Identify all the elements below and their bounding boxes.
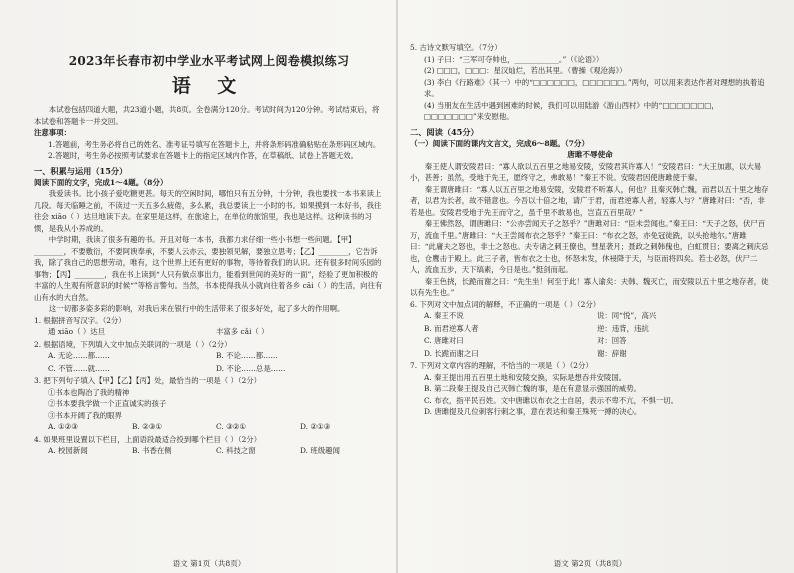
q6-option xyxy=(410,310,770,323)
page-2-footer: 语文 第2页（共8页） xyxy=(553,559,627,568)
q6-option-word: B. 而君逆寡人者 xyxy=(424,323,479,333)
article-title: 唐雎不辱使命 xyxy=(567,150,613,159)
question-1-blanks xyxy=(34,326,384,339)
passage-paragraph: 我爱读书。比小孩子爱吃糖更甚。每天的空闲时间，哪怕只有五分钟，十分钟，我也要找一本书来读上几段。每天临睡之前，不读过一天五多么疲倦，多么累，我总要读上一小时的书。如果摸到一本好书，我往往会 xiāo（ ）达旦地读下去。在家里是这样，在旅途上，在单位的旅馆里，我也是这样。这种读书的习惯，是我从小养成的。 xyxy=(34,189,382,233)
question-6: 6. 下列对文中加点词的解释，不正确的一项是（ ）（2分） xyxy=(410,299,601,309)
question-4-options xyxy=(34,445,384,458)
q7-option-d: D. 唐雎提及几位刺客行刺之事，意在表达和秦王殊死一搏的决心。 xyxy=(424,407,642,416)
passage-paragraph: 中学时期，我读了很多有趣的书。开且对每一本书，我都力求仔细一些小书想一些问题。【甲】________，不要敷衍，不要阿谀奉承，不要人云亦云，要独领见解，要独立思考；【乙】________，它告诉我，除了我自己的思想劳动，唯有，这个世界上还有更好的事物，等待着我们的认识。还有很多时间乐园的事物；【丙】________，我在书上读到“人只有做点事出力，能看到世间的美好的一面”，经验了更加积极的丰富的人生观有所意识的时候“”等格言警句。当然，书本使得我从小就向往着各乡 cāi（ ）的生活，向往有山有水的大自然。 xyxy=(34,235,383,302)
sentence-2: ②书本要我学做一个正直诚实的孩子 xyxy=(48,399,167,408)
section-2-heading: 二、阅读（45分） xyxy=(410,126,479,137)
article-paragraph: 秦王谓唐雎曰：“寡人以五百里之地易安陵，安陵君不听寡人，何也？且秦灭韩亡魏，而君以五十里之地存者，以君为长者，故不错意也。今吾以十倍之地，请广于君，而君逆寡人者，轻寡人与？”唐雎对曰：“否，非若是也。安陵君受地于先王而守之，虽千里不敢易也，岂直五百里哉？” xyxy=(410,184,769,217)
q6-option-gloss: 说：同“悦”，高兴 xyxy=(597,311,657,320)
option-c: C. 科技之窗 xyxy=(216,446,256,455)
reading-instruction: 阅读下面的文字，完成1～4题。（8分） xyxy=(34,177,168,187)
option-b: B. ②③① xyxy=(132,422,163,431)
question-3: 3. 把下列句子填入【甲】【乙】【丙】处，最恰当的一项是（ ）（2分） xyxy=(34,376,262,385)
q6-option-word: D. 长跪而谢之曰 xyxy=(424,348,479,358)
q6-option-gloss: 谢：辞谢 xyxy=(597,348,627,358)
q7-option-c: C. 布衣，指平民百姓。文中唐雎以布衣之士自居，表示不卑不亢，不惧一切。 xyxy=(424,395,678,405)
question-3-options xyxy=(34,421,384,434)
option-b: B. 书香在侧 xyxy=(132,446,172,455)
article-paragraph: 秦王色挠，长跪而谢之曰：“先生坐！何至于此！寡人谕矣：夫韩、魏灭亡，而安陵以五十里之地存者，徒以有先生也。” xyxy=(410,276,769,297)
q6-option xyxy=(410,335,770,348)
option-a: A. ①②③ xyxy=(48,422,78,431)
q5-item-3: (3) 李白《行路难》（其一）中的“□□□□□□，□□□□□□。”两句，可以用来表达作者对理想的执着追求。 xyxy=(424,77,765,98)
question-1: 1. 根据拼音写汉字。（2分） xyxy=(34,315,126,325)
page-1 xyxy=(34,0,384,573)
passage-paragraph: 这一切都多姿多彩的影响，对我后来在银行中的生活带来了很多好处，起了多大的作用啊。 xyxy=(48,304,345,313)
blank-b: 丰富多 cǎi（ ） xyxy=(216,327,269,336)
q5-item-2: (2) □□□，□□□：星汉灿烂，若出其里。（曹操《观沧海》） xyxy=(424,66,627,75)
option-c: C. 不管……就…… xyxy=(48,363,110,373)
blank-a: 通 xiāo（ ）达旦 xyxy=(48,327,106,336)
question-7: 7. 下列对文章内容的理解，不恰当的一项是（ ）（2分） xyxy=(410,361,593,370)
sentence-3: ③书本开阔了我的眼界 xyxy=(48,410,122,420)
question-2-options xyxy=(34,363,384,376)
subject-title: 语 文 xyxy=(171,75,247,97)
q6-option-word: A. 秦王不说 xyxy=(424,311,464,320)
page-fold xyxy=(396,0,398,573)
q7-option-b: B. 第二段秦王提及自己灭韩亡魏的事，是在有意显示强国的威势。 xyxy=(424,384,642,393)
question-4: 4. 如果班里设置以下栏目，上面语段最适合投到哪个栏目（ ）（2分） xyxy=(34,434,262,444)
notice-title: 注意事项： xyxy=(34,128,71,137)
exam-title: 2023年长春市初中学业水平考试网上阅卷模拟练习 xyxy=(68,54,350,68)
q6-option-word: C. 唐雎对曰 xyxy=(424,336,464,345)
article-paragraph: 秦王使人谓安陵君曰：“寡人欲以五百里之地易安陵，安陵君其许寡人！”安陵君曰：“大王加惠，以大易小，甚善；虽然，受地于先王，愿终守之，弗敢易！”秦王不说。安陵君因使唐雎使于秦。 xyxy=(410,161,762,182)
article-paragraph: 秦王怫然怒，谓唐雎曰：“公亦尝闻天子之怒乎？”唐雎对曰：“臣未尝闻也。”秦王曰：“天子之怒，伏尸百万，流血千里。”唐雎曰：“大王尝闻布衣之怒乎？”秦王曰：“布衣之怒，亦免冠徒跣，以头抢地尔。”唐雎曰：“此庸夫之怒也，非士之怒也。夫专诸之刺王僚也，彗星袭月；聂政之刺韩傀也，白虹贯日；要离之刺庆忌也，仓鹰击于殿上。此三子者，皆布衣之士也，怀怒未发，休祲降于天，与臣而将四矣。若士必怒，伏尸二人，流血五步，天下缟素，今日是也。”挺剑而起。 xyxy=(410,219,769,274)
q5-item-4: (4) 当朋友在生活中遇到困难的时候，我们可以用陆游《游山西村》中的“□□□□□□□，□□□□□□□”来安慰他。 xyxy=(424,100,719,121)
option-a: A. 校园新闻 xyxy=(48,446,88,455)
q6-option-gloss: 逆：违背，违抗 xyxy=(597,323,649,333)
option-d: D. ②①③ xyxy=(300,422,331,431)
option-c: C. ③②① xyxy=(216,422,246,431)
section-1-heading: 一、积累与运用（15分） xyxy=(34,165,128,176)
reading-subsection: （一）阅读下面的课内文言文，完成6～8题。（7分） xyxy=(410,138,590,148)
page-2 xyxy=(410,0,770,573)
q6-option-gloss: 对：回答 xyxy=(597,336,627,345)
q7-option-a: A. 秦王提出用五百里土地和安陵交换，实际是想吞并安陵国。 xyxy=(424,372,627,382)
sentence-1: ①书本也陶冶了我的精神 xyxy=(48,387,130,397)
option-d: D. 班级趣闻 xyxy=(300,446,340,455)
exam-intro: 本试卷包括四道大题，共23道小题，共8页。全卷满分120分。考试时间为120分钟。考试结束后，将本试卷和答题卡一并交回。 xyxy=(34,105,380,126)
q6-option xyxy=(410,348,770,361)
notice-1: 1.答题前，考生务必将自己的姓名、准考证号填写在答题卡上，并将条形码准确粘贴在条形码区域内。 xyxy=(48,139,381,149)
question-5: 5. 古诗文默写填空。（7分） xyxy=(410,43,502,52)
notice-2: 2.答题时，考生务必按照考试要求在答题卡上的指定区域内作答，在草稿纸、试卷上答题无效。 xyxy=(48,151,359,160)
page-1-footer: 语文 第1页（共8页） xyxy=(172,559,246,568)
option-a: A. 无论……都…… xyxy=(48,351,110,360)
q6-option xyxy=(410,323,770,336)
question-2: 2. 根据语境，下列填入文中加点关联词的一项是（ ）（2分） xyxy=(34,339,232,349)
option-d: D. 不论……总是…… xyxy=(216,363,286,373)
option-b: B. 不论……都…… xyxy=(216,351,278,360)
q5-item-1: (1) 子曰：“三军可夺帅也，____________。”（《论语》） xyxy=(424,54,604,64)
question-2-options xyxy=(34,350,384,363)
